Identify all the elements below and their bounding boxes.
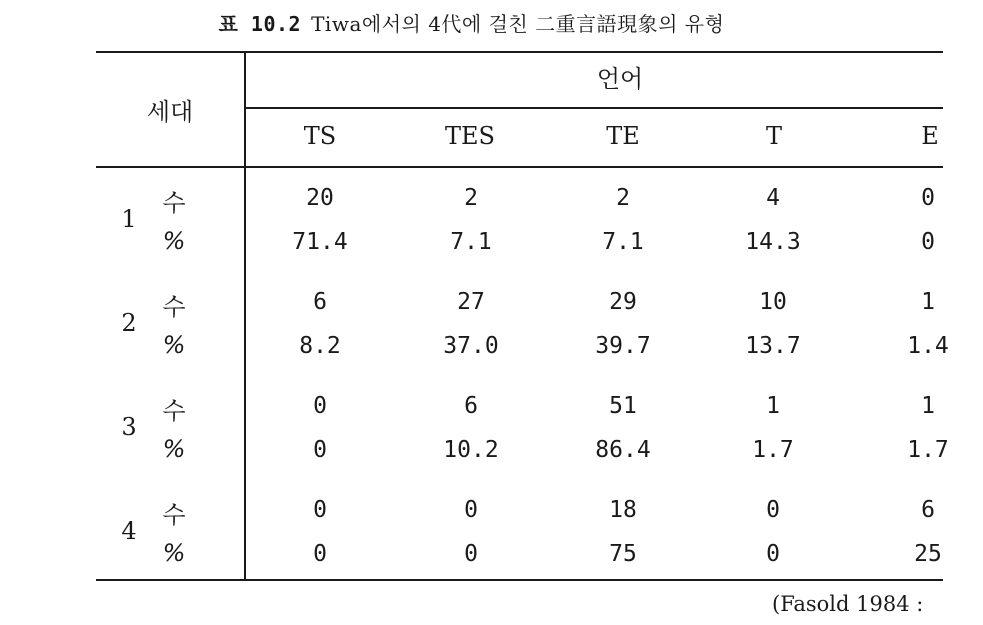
percent-cell: 86.4 bbox=[595, 437, 651, 463]
generation-number: 1 bbox=[121, 205, 137, 233]
top-rule bbox=[96, 51, 943, 53]
count-cell: 29 bbox=[609, 289, 637, 315]
header-bottom-rule bbox=[96, 166, 943, 168]
table-number: 표 10.2 bbox=[218, 12, 302, 36]
count-cell: 6 bbox=[464, 393, 478, 419]
bottom-rule bbox=[96, 579, 943, 581]
count-label: 수 bbox=[162, 501, 186, 529]
count-cell: 1 bbox=[921, 393, 935, 419]
column-header-e: E bbox=[921, 122, 939, 150]
count-cell: 6 bbox=[921, 497, 935, 523]
percent-cell: 0 bbox=[766, 541, 780, 567]
count-label: 수 bbox=[162, 189, 186, 217]
percent-label: % bbox=[162, 435, 186, 463]
percent-cell: 39.7 bbox=[595, 333, 651, 359]
column-header-te: TE bbox=[606, 122, 640, 150]
column-header-t: T bbox=[765, 122, 782, 150]
percent-cell: 14.3 bbox=[745, 229, 801, 255]
percent-cell: 7.1 bbox=[450, 229, 492, 255]
percent-cell: 0 bbox=[921, 229, 935, 255]
percent-cell: 8.2 bbox=[299, 333, 341, 359]
count-cell: 0 bbox=[313, 497, 327, 523]
percent-cell: 0 bbox=[313, 437, 327, 463]
percent-cell: 0 bbox=[313, 541, 327, 567]
count-cell: 51 bbox=[609, 393, 637, 419]
count-cell: 0 bbox=[921, 185, 935, 211]
percent-cell: 75 bbox=[609, 541, 637, 567]
percent-cell: 13.7 bbox=[745, 333, 801, 359]
generation-header: 세대 bbox=[146, 98, 194, 126]
percent-cell: 25 bbox=[914, 541, 942, 567]
count-cell: 27 bbox=[457, 289, 485, 315]
percent-cell: 1.7 bbox=[907, 437, 949, 463]
count-label: 수 bbox=[162, 397, 186, 425]
percent-cell: 10.2 bbox=[443, 437, 499, 463]
language-header-rule bbox=[245, 107, 943, 109]
count-cell: 4 bbox=[766, 185, 780, 211]
table-caption bbox=[0, 8, 943, 37]
column-header-ts: TS bbox=[303, 122, 337, 150]
count-cell: 18 bbox=[609, 497, 637, 523]
percent-cell: 0 bbox=[464, 541, 478, 567]
count-label: 수 bbox=[162, 293, 186, 321]
count-cell: 10 bbox=[759, 289, 787, 315]
percent-label: % bbox=[162, 539, 186, 567]
percent-cell: 71.4 bbox=[292, 229, 348, 255]
column-header-tes: TES bbox=[445, 122, 495, 150]
count-cell: 1 bbox=[921, 289, 935, 315]
source-citation: (Fasold 1984 : bbox=[772, 592, 924, 616]
generation-number: 4 bbox=[121, 517, 137, 545]
count-cell: 1 bbox=[766, 393, 780, 419]
count-cell: 2 bbox=[616, 185, 630, 211]
percent-cell: 37.0 bbox=[443, 333, 499, 359]
count-cell: 0 bbox=[464, 497, 478, 523]
count-cell: 2 bbox=[464, 185, 478, 211]
stub-divider bbox=[244, 51, 246, 581]
percent-label: % bbox=[162, 331, 186, 359]
table-title: Tiwa에서의 4代에 걸친 二重言語現象의 유형 bbox=[311, 12, 725, 36]
count-cell: 0 bbox=[766, 497, 780, 523]
percent-label: % bbox=[162, 227, 186, 255]
count-cell: 6 bbox=[313, 289, 327, 315]
percent-cell: 1.4 bbox=[907, 333, 949, 359]
percent-cell: 1.7 bbox=[752, 437, 794, 463]
generation-number: 2 bbox=[121, 309, 137, 337]
count-cell: 20 bbox=[306, 185, 334, 211]
percent-cell: 7.1 bbox=[602, 229, 644, 255]
generation-number: 3 bbox=[121, 413, 137, 441]
count-cell: 0 bbox=[313, 393, 327, 419]
language-header: 언어 bbox=[596, 65, 644, 93]
